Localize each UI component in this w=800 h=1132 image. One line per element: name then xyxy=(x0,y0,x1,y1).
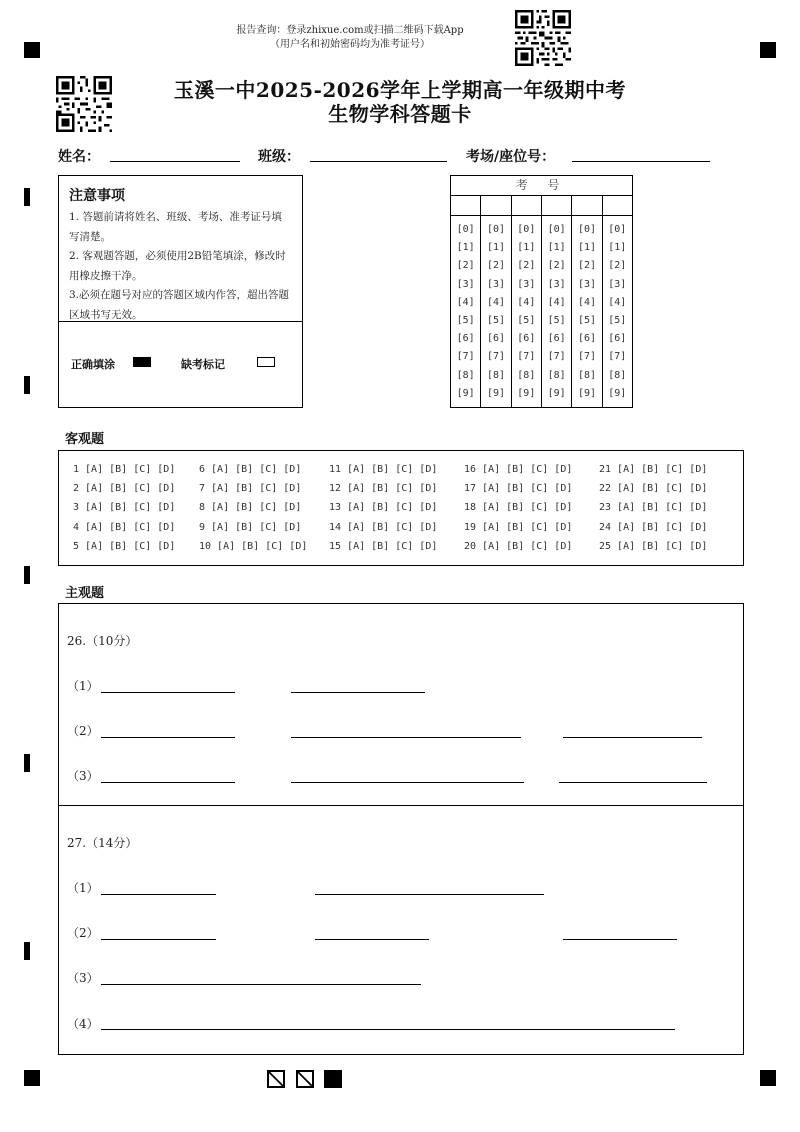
exam-digit-bubble[interactable]: [2] xyxy=(517,260,536,272)
objective-question[interactable]: 13 [A] [B] [C] [D] xyxy=(329,502,438,514)
objective-question[interactable]: 19 [A] [B] [C] [D] xyxy=(464,521,573,533)
exam-digit-bubble[interactable]: [8] xyxy=(486,369,506,381)
exam-number-column xyxy=(603,195,632,407)
exam-digit-bubble[interactable]: [3] xyxy=(486,278,506,290)
exam-digit-bubble[interactable]: [1] xyxy=(517,242,536,254)
exam-digit-bubble[interactable]: [3] xyxy=(456,278,475,290)
exam-digit-bubble[interactable]: [3] xyxy=(517,278,536,290)
exam-digit-bubble[interactable]: [1] xyxy=(486,242,506,254)
objective-question[interactable]: 7 [A] [B] [C] [D] xyxy=(199,483,302,495)
exam-digit-bubble[interactable]: [7] xyxy=(517,351,536,363)
exam-digit-bubble[interactable]: [7] xyxy=(486,351,506,363)
exam-number-write-box[interactable] xyxy=(542,195,571,216)
answer-line[interactable] xyxy=(101,894,216,895)
exam-digit-bubble[interactable]: [5] xyxy=(517,315,536,326)
exam-number-write-box[interactable] xyxy=(512,195,541,216)
corner-mark-bottom-left xyxy=(24,1070,40,1086)
objective-question[interactable]: 18 [A] [B] [C] [D] xyxy=(464,502,573,514)
name-field[interactable] xyxy=(110,161,240,162)
exam-digit-bubble[interactable]: [3] xyxy=(547,278,566,290)
question-27-title: 27.（14分） xyxy=(67,836,138,850)
exam-digit-bubble[interactable]: [6] xyxy=(577,333,596,345)
objective-question[interactable]: 12 [A] [B] [C] [D] xyxy=(329,483,438,495)
exam-digit-bubble[interactable]: [0] xyxy=(577,224,596,235)
class-label: 班级： xyxy=(258,149,300,165)
title-line-1: 玉溪一中2025-2026学年上学期高一年级期中考 xyxy=(173,78,627,102)
question-27-area xyxy=(58,805,744,1055)
report-line-1: 报告查询：登录zhixue.com或扫描二维码下载App xyxy=(236,25,464,36)
question-27-sub-1-label: （1） xyxy=(67,881,99,895)
exam-digit-bubble[interactable]: [8] xyxy=(577,369,596,381)
page-code-icon xyxy=(324,1070,342,1088)
exam-digit-bubble[interactable]: [1] xyxy=(547,242,566,254)
title-line-2: 生物学科答题卡 xyxy=(328,102,472,126)
exam-digit-bubble[interactable]: [7] xyxy=(577,351,596,363)
question-26-area xyxy=(58,603,744,806)
exam-number-write-box[interactable] xyxy=(481,195,510,216)
answer-line[interactable] xyxy=(315,939,429,940)
answer-line[interactable] xyxy=(559,782,707,783)
question-27-sub-4-label: （4） xyxy=(67,1017,99,1031)
exam-digit-bubble[interactable]: [0] xyxy=(456,224,475,235)
answer-line[interactable] xyxy=(101,939,216,940)
notice-box xyxy=(58,175,303,408)
corner-mark-bottom-right xyxy=(760,1070,776,1086)
exam-digit-bubble[interactable]: [6] xyxy=(517,333,536,345)
exam-digit-bubble[interactable]: [7] xyxy=(547,351,566,363)
answer-line[interactable] xyxy=(101,782,235,783)
qr-code-icon[interactable] xyxy=(515,10,571,66)
report-query-text xyxy=(200,24,500,52)
question-27-sub-2-label: （2） xyxy=(67,926,99,940)
objective-section-label: 客观题 xyxy=(65,432,105,447)
exam-digit-bubble[interactable]: [6] xyxy=(456,333,475,345)
exam-digit-bubble[interactable]: [3] xyxy=(577,278,596,290)
exam-digit-bubble[interactable]: [9] xyxy=(456,387,475,399)
notice-heading: 注意事项 xyxy=(69,188,125,204)
answer-line[interactable] xyxy=(291,692,425,693)
answer-line[interactable] xyxy=(101,1029,675,1030)
exam-digit-bubble[interactable]: [9] xyxy=(486,387,506,399)
answer-line[interactable] xyxy=(101,692,235,693)
exam-digit-bubble[interactable]: [4] xyxy=(577,296,596,308)
side-mark-1 xyxy=(24,188,30,206)
exam-digit-bubble[interactable]: [2] xyxy=(547,260,566,272)
answer-line[interactable] xyxy=(291,782,524,783)
objective-question[interactable]: 15 [A] [B] [C] [D] xyxy=(329,540,438,552)
room-seat-field[interactable] xyxy=(572,161,710,162)
exam-digit-bubble[interactable]: [4] xyxy=(608,296,627,308)
question-26-sub-1-label: （1） xyxy=(67,679,99,693)
answer-line[interactable] xyxy=(101,984,421,985)
exam-digit-bubble[interactable]: [9] xyxy=(608,387,627,399)
objective-question[interactable]: 23 [A] [B] [C] [D] xyxy=(599,502,708,514)
notice-item-3: 3.必须在题号对应的答题区域内作答，超出答题区域书写无效。 xyxy=(69,289,290,321)
objective-question[interactable]: 9 [A] [B] [C] [D] xyxy=(199,521,302,533)
exam-digit-bubble[interactable]: [2] xyxy=(577,260,596,272)
exam-digit-bubble[interactable]: [0] xyxy=(517,224,536,235)
exam-digit-bubble[interactable]: [4] xyxy=(517,296,536,308)
exam-digit-bubble[interactable]: [1] xyxy=(456,242,475,254)
exam-digit-bubble[interactable]: [1] xyxy=(577,242,596,254)
exam-number-column xyxy=(451,195,481,407)
correct-fill-label: 正确填涂 xyxy=(71,358,115,371)
objective-question[interactable]: 21 [A] [B] [C] [D] xyxy=(599,464,708,475)
exam-number-write-box[interactable] xyxy=(451,195,480,216)
absent-mark-label: 缺考标记 xyxy=(181,358,225,371)
exam-number-write-box[interactable] xyxy=(572,195,601,216)
exam-digit-bubble[interactable]: [4] xyxy=(547,296,566,308)
objective-question[interactable]: 6 [A] [B] [C] [D] xyxy=(199,464,302,475)
exam-digit-bubble[interactable]: [7] xyxy=(456,351,475,363)
exam-digit-bubble[interactable]: [8] xyxy=(456,369,475,381)
exam-digit-bubble[interactable]: [4] xyxy=(486,296,506,308)
objective-answer-area xyxy=(58,450,744,566)
correct-fill-swatch xyxy=(133,357,151,367)
objective-question[interactable]: 2 [A] [B] [C] [D] xyxy=(73,483,176,495)
exam-number-columns xyxy=(451,195,632,407)
corner-mark-top-left xyxy=(24,42,40,58)
exam-digit-bubble[interactable]: [5] xyxy=(608,315,627,326)
answer-line[interactable] xyxy=(563,939,677,940)
answer-line[interactable] xyxy=(315,894,544,895)
exam-digit-bubble[interactable]: [8] xyxy=(517,369,536,381)
objective-question[interactable]: 25 [A] [B] [C] [D] xyxy=(599,540,708,552)
objective-question[interactable]: 24 [A] [B] [C] [D] xyxy=(599,521,708,533)
side-mark-3 xyxy=(24,566,30,584)
exam-digit-bubble[interactable]: [8] xyxy=(608,369,627,381)
name-label: 姓名： xyxy=(58,149,100,165)
subjective-section-label: 主观题 xyxy=(65,586,105,601)
exam-digit-bubble[interactable]: [2] xyxy=(486,260,506,272)
objective-question[interactable]: 17 [A] [B] [C] [D] xyxy=(464,483,573,495)
exam-number-column xyxy=(481,195,511,407)
exam-digit-bubble[interactable]: [4] xyxy=(456,296,475,308)
exam-digit-bubble[interactable]: [5] xyxy=(486,315,506,326)
exam-number-column xyxy=(542,195,572,407)
exam-number-heading: 考 号 xyxy=(451,176,632,196)
report-line-2: （用户名和初始密码均为准考证号） xyxy=(270,39,430,50)
exam-digit-bubble[interactable]: [1] xyxy=(608,242,627,254)
objective-question[interactable]: 3 [A] [B] [C] [D] xyxy=(73,502,176,514)
question-26-title: 26.（10分） xyxy=(67,634,138,648)
exam-digit-bubble[interactable]: [6] xyxy=(547,333,566,345)
notice-item-2: 2. 客观题答题，必须使用2B铅笔填涂，修改时用橡皮擦干净。 xyxy=(69,250,286,282)
exam-number-write-box[interactable] xyxy=(603,195,632,216)
objective-question[interactable]: 20 [A] [B] [C] [D] xyxy=(464,540,573,552)
class-field[interactable] xyxy=(310,161,447,162)
question-26-sub-2-label: （2） xyxy=(67,724,99,738)
objective-question[interactable]: 16 [A] [B] [C] [D] xyxy=(464,464,573,475)
exam-digit-bubble[interactable]: [5] xyxy=(577,315,596,326)
notice-content xyxy=(59,176,302,322)
objective-question[interactable]: 10 [A] [B] [C] [D] xyxy=(199,540,308,552)
objective-question[interactable]: 22 [A] [B] [C] [D] xyxy=(599,483,708,495)
side-mark-5 xyxy=(24,942,30,960)
side-mark-2 xyxy=(24,376,30,394)
room-seat-label: 考场/座位号： xyxy=(466,149,556,165)
exam-number-grid xyxy=(450,175,633,408)
objective-question[interactable]: 1 [A] [B] [C] [D] xyxy=(73,464,176,475)
answer-line[interactable] xyxy=(563,737,702,738)
objective-question[interactable]: 5 [A] [B] [C] [D] xyxy=(73,540,176,552)
answer-line[interactable] xyxy=(101,737,235,738)
page-code-icon xyxy=(296,1070,314,1088)
qr-code-icon[interactable] xyxy=(56,76,112,132)
exam-digit-bubble[interactable]: [0] xyxy=(486,224,506,235)
objective-question[interactable]: 14 [A] [B] [C] [D] xyxy=(329,521,438,533)
exam-digit-bubble[interactable]: [6] xyxy=(608,333,627,345)
exam-digit-bubble[interactable]: [3] xyxy=(608,278,627,290)
exam-digit-bubble[interactable]: [2] xyxy=(608,260,627,272)
exam-digit-bubble[interactable]: [9] xyxy=(547,387,566,399)
objective-question[interactable]: 8 [A] [B] [C] [D] xyxy=(199,502,302,514)
exam-digit-bubble[interactable]: [2] xyxy=(456,260,475,272)
exam-digit-bubble[interactable]: [8] xyxy=(547,369,566,381)
page-code-icon xyxy=(267,1070,285,1088)
page-title xyxy=(120,78,680,126)
exam-number-column xyxy=(512,195,542,407)
exam-number-column xyxy=(572,195,602,407)
exam-digit-bubble[interactable]: [6] xyxy=(486,333,506,345)
exam-digit-bubble[interactable]: [0] xyxy=(608,224,627,235)
question-26-sub-3-label: （3） xyxy=(67,769,99,783)
answer-line[interactable] xyxy=(291,737,521,738)
side-mark-4 xyxy=(24,754,30,772)
objective-question[interactable]: 4 [A] [B] [C] [D] xyxy=(73,521,176,533)
exam-digit-bubble[interactable]: [9] xyxy=(517,387,536,399)
corner-mark-top-right xyxy=(760,42,776,58)
exam-digit-bubble[interactable]: [5] xyxy=(547,315,566,326)
exam-digit-bubble[interactable]: [9] xyxy=(577,387,596,399)
question-27-sub-3-label: （3） xyxy=(67,971,99,985)
absent-mark-box[interactable] xyxy=(257,357,275,367)
exam-digit-bubble[interactable]: [7] xyxy=(608,351,627,363)
objective-question[interactable]: 11 [A] [B] [C] [D] xyxy=(329,464,438,475)
notice-item-1: 1. 答题前请将姓名、班级、考场、准考证号填写清楚。 xyxy=(69,211,282,243)
exam-digit-bubble[interactable]: [5] xyxy=(456,315,475,326)
exam-digit-bubble[interactable]: [0] xyxy=(547,224,566,235)
